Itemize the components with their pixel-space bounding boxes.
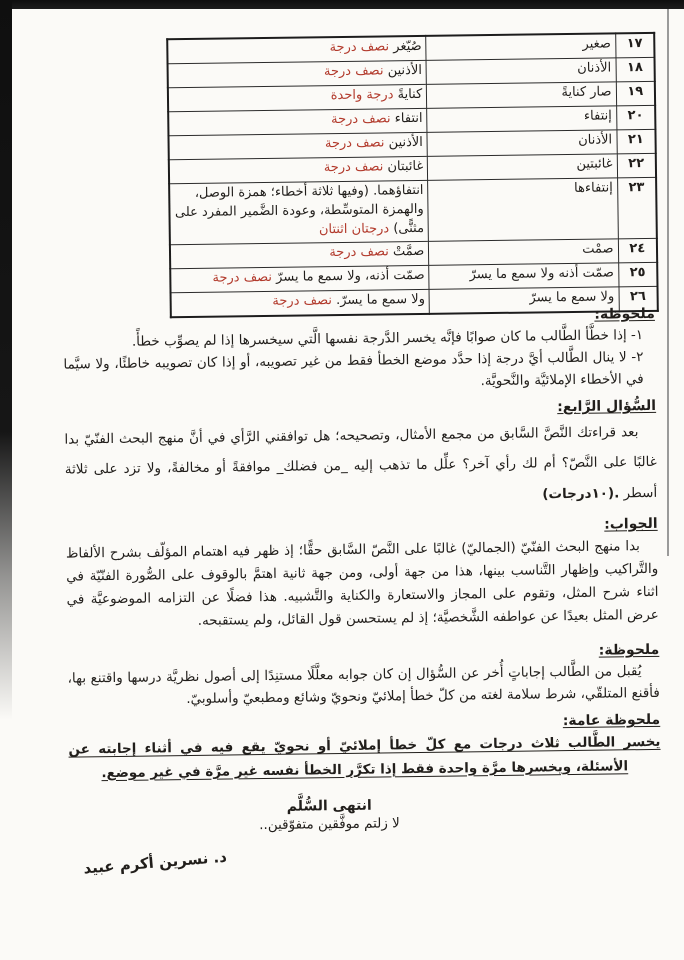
correction-text: الأذنين [387,62,423,79]
question-4-section [64,398,657,516]
row-number-cell: ١٨ [616,57,655,82]
row-number-cell: ٢١ [617,129,656,154]
rubric-end-line: انتهى السُّلَّم [286,797,372,815]
answer-section [66,516,659,634]
original-word-cell: صمّت أذنه ولا سمع ما يسرّ [429,262,619,288]
good-luck-line: لا زلتم موفَّقين متفوّقين.. [259,815,400,834]
row-number-cell: ٢٦ [619,286,658,311]
note-section-1 [63,306,656,398]
original-word-cell: الأذنان [426,58,616,84]
original-word-cell: صغير [426,33,616,60]
correction-text: ولا سمع ما يسرّ. [335,291,426,308]
points-value: نصف درجة [324,135,385,152]
corrections-table-body [167,33,658,317]
points-value: نصف درجة [212,269,273,286]
general-note-text: يخسر الطَّالب ثلاث درجات مع كلّ خطأ إملائيّ أو نحويّ يقع فيه في أثناء إجابته عن الأسئلة، ويخسرها مرَّة واحدة فقط إذا تكرَّر الخطأ نفسه غير مرَّة في غير موضع. [68,733,661,781]
note1-item-1: ١- إذا خطَّأ الطَّالب ما كان صوابًا فإنَّه يخسر الدَّرجة نفسها الَّتي سيخسرها إذا لم يصوِّب خطأً. [131,327,644,350]
correction-cell [168,132,427,159]
row-number-cell: ١٧ [615,33,654,58]
table-row [169,177,657,244]
row-number-cell: ٢٢ [617,153,656,178]
correction-cell [168,60,427,87]
correction-cell [170,241,429,268]
correction-text: كنايةً [397,86,423,103]
scan-right-edge-line [667,0,669,556]
points-value: درجتان اثنتان [318,221,390,237]
points-value: نصف درجة [329,39,390,56]
correction-cell [168,84,427,111]
row-number-cell: ٢٠ [616,105,655,130]
correction-text: الأذنين [388,134,423,151]
points-value: نصف درجة [323,63,384,80]
correction-text: انتفاء [394,110,423,127]
points-value: نصف درجة [329,243,389,260]
correction-cell [170,265,429,292]
answer-text: بدا منهج البحث الفنّيّ (الجماليّ) غالبًا على النَّصّ السَّابق حقًّا؛ إذ ظهر فيه اهتمام المؤلّف بشرح الألفاظ والتَّراكيب وإظهار التَّناسب بينها، هذا من جهة أولى، ومن جهة ثانية اهتمَّ بالوقوف على الصُّورة الفنّيّة في اثناء شرح المثل، وتقوم على المجاز والاستعارة والكناية والتَّشبيه. هذا فضلًا عن التزامه الموضوعيَّة في عرض المثل بعيدًا عن عواطفه الشَّخصيَّة؛ إذ لم يستحسن قول القائل، ولم يستقبحه. [65,538,659,629]
correction-cell [167,36,426,64]
question-4-text [64,417,657,516]
row-number-cell: ٢٤ [618,238,657,263]
original-word-cell: صمْت [429,238,619,264]
correction-text: صُيّغر [393,38,422,55]
points-value: نصف درجة [330,111,391,128]
general-note-heading: ملحوظة عامة: [562,711,661,730]
question-4-points: .(١٠درجات) [542,485,620,503]
scan-top-edge [0,0,684,9]
note-section-2 [67,642,660,712]
original-word-cell: صار كنايةً [427,82,617,108]
answer-heading: الجواب: [604,515,658,533]
original-word-cell: إنتفاءها [428,178,618,241]
row-number-cell: ٢٥ [618,262,657,287]
correction-text: غائبتان [387,158,424,175]
original-word-cell: غائبتين [428,154,618,180]
question-4-heading: السُّؤال الرَّابع: [557,397,657,416]
scan-left-edge [0,0,12,960]
corrections-table [166,32,659,318]
points-value: نصف درجة [272,292,333,309]
correction-text: انتفاؤهما. (وفيها ثلاثة أخطاء؛ همزة الوصل، والهمزة المتوسِّطة، وعودة الضَّمير المفرد على مثنًّى) [174,182,425,236]
signature: د. نسرين أكرم عبيد [82,847,228,878]
note2-text: يُقبل من الطَّالب إجاباتٍ أُخر عن السُّؤال إن كان جوابه معلَّلًا مستنِدًا إلى أصول نظريَّة درسها واقتنع بها، فأقنع المتلقّي، شرط سلامة لغته من كلّ خطأ إملائيّ ونحويّ وشائع ومطبعيّ وأسلوبيّ. [67,663,660,707]
note1-item-2: ٢- لا ينال الطَّالب أيَّ درجة إذا حدَّد موضع الخطأ فقط من غير تصويبه، أو إذا كان تصويبه خاطئًا، ولا سيَّما في الأخطاء الإملائيَّة والنَّحويَّة. [63,348,644,389]
footer [144,796,514,835]
row-number-cell: ١٩ [616,81,655,106]
original-word-cell: ولا سمع ما يسرّ [429,286,619,313]
original-word-cell: إنتفاء [427,106,617,132]
correction-cell [169,156,428,183]
note2-heading: ملحوظة: [598,641,660,659]
correction-cell [169,180,429,244]
general-note-section [68,712,661,786]
correction-cell [168,108,427,135]
correction-text: صمَّتْ [392,243,425,259]
points-value: درجة واحدة [330,87,394,104]
note1-heading: ملحوظة: [594,305,655,323]
question-4-body: بعد قراءتك النَّصَّ السَّابق من مجمع الأمثال، وتصحيحه؛ هل توافقني الرَّأي في أنَّ منهج البحث الفنّيّ بدا غالبًا على النَّصّ؟ أم لك رأي آخر؟ علِّل ما تذهب إليه _من فضلك_ موافقةً أو مخالفةً، ولا تزد على ثلاثة أسطر [64,424,658,502]
correction-text: صمّت أذنه، ولا سمع ما يسرّ [276,267,425,285]
original-word-cell: الأذنان [427,130,617,156]
row-number-cell: ٢٣ [617,177,657,238]
points-value: نصف درجة [323,159,384,176]
